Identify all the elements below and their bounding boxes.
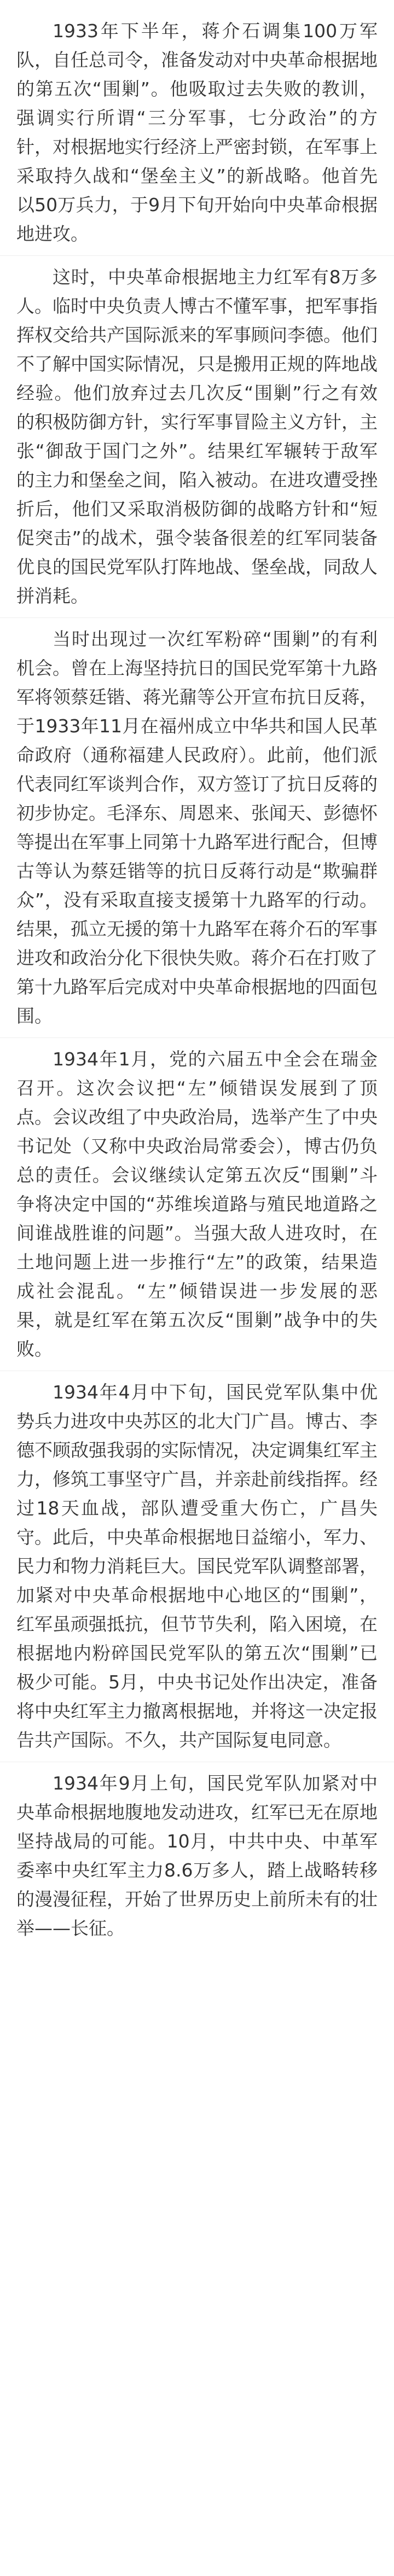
paragraph-1: 1933年下半年，蒋介石调集100万军队，自任总司令，准备发动对中央革命根据地的第五次“围剿”。他吸取过去失败的教训，强调实行所谓“三分军事，七分政治”的方针，对根据地实行经济上严密封锁，在军事上采取持久战和“堡垒主义”的新战略。他首先以50万兵力，于9月下旬开始向中央革命根据地进攻。 <box>16 20 378 244</box>
paragraph-5: 1934年4月中下旬，国民党军队集中优势兵力进攻中央苏区的北大门广昌。博古、李德不顾敌强我弱的实际情况，决定调集红军主力，修筑工事坚守广昌，并亲赴前线指挥。经过18天血战，部队遭受重大伤亡，广昌失守。此后，中央革命根据地日益缩小，军力、民力和物力消耗巨大。国民党军队调整部署，加紧对中央革命根据地中心地区的“围剿”，红军虽顽强抵抗，但节节失利，陷入困境，在根据地内粉碎国民党军队的第五次“围剿”已极少可能。5月，中央书记处作出决定，准备将中央红军主力撤离根据地，并将这一决定报告共产国际。不久，共产国际复电同意。 <box>16 1382 378 1751</box>
paragraph-3: 当时出现过一次红军粉碎“围剿”的有利机会。曾在上海坚持抗日的国民党军第十九路军将领蔡廷锴、蒋光鼐等公开宣布抗日反蒋，于1933年11月在福州成立中华共和国人民革命政府（通称福建人民政府）。此前，他们派代表同红军谈判合作，双方签订了抗日反蒋的初步协定。毛泽东、周恩来、张闻天、彭德怀等提出在军事上同第十九路军进行配合，但博古等认为蔡廷锴等的抗日反蒋行动是“欺骗群众”，没有采取直接支援第十九路军的行动。结果，孤立无援的第十九路军在蒋介石的军事进攻和政治分化下很快失败。蒋介石在打败了第十九路军后完成对中央革命根据地的四面包围。 <box>16 628 378 1027</box>
paragraph-divider <box>0 617 394 618</box>
paragraph-divider <box>0 255 394 256</box>
paragraph-6: 1934年9月上旬，国民党军队加紧对中央革命根据地腹地发动进攻，红军已无在原地坚持战局的可能。10月，中共中央、中革军委率中央红军主力8.6万多人，踏上战略转移的漫漫征程，开始了世界历史上前所未有的壮举——长征。 <box>16 1773 378 1939</box>
paragraph-2: 这时，中央革命根据地主力红军有8万多人。临时中央负责人博古不懂军事，把军事指挥权交给共产国际派来的军事顾问李德。他们不了解中国实际情况，只是搬用正规的阵地战经验。他们放弃过去几次反“围剿”行之有效的积极防御方针，实行军事冒险主义方针，主张“御敌于国门之外”。结果红军辗转于敌军的主力和堡垒之间，陷入被动。在进攻遭受挫折后，他们又采取消极防御的战略方针和“短促突击”的战术，强令装备很差的红军同装备优良的国民党军队打阵地战、堡垒战，同敌人拼消耗。 <box>16 266 378 607</box>
paragraph-4: 1934年1月，党的六届五中全会在瑞金召开。这次会议把“左”倾错误发展到了顶点。会议改组了中央政治局，选举产生了中央书记处（又称中央政治局常委会），博古仍负总的责任。会议继续认定第五次反“围剿”斗争将决定中国的“苏维埃道路与殖民地道路之间谁战胜谁的问题”。当强大敌人进攻时，在土地问题上进一步推行“左”的政策，结果造成社会混乱。“左”倾错误进一步发展的恶果，就是红军在第五次反“围剿”战争中的失败。 <box>16 1048 378 1360</box>
